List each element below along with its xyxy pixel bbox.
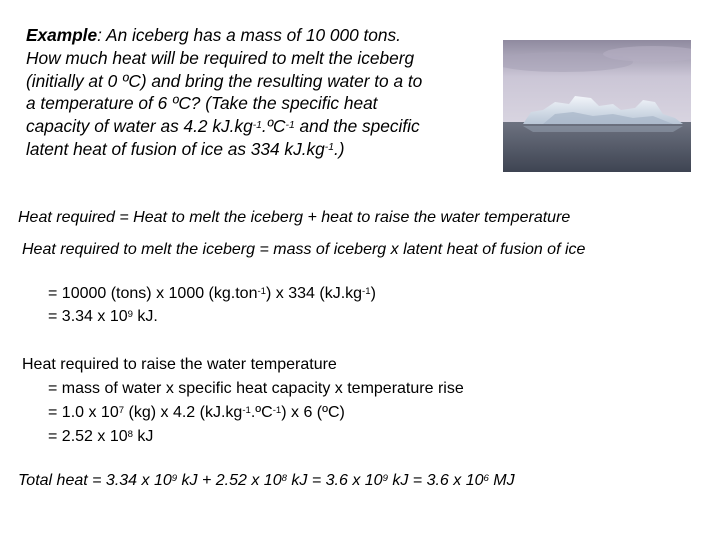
solution-line-raise-result: = 2.52 x $10^8$ kJ bbox=[48, 428, 154, 445]
iceberg-photo bbox=[503, 40, 691, 172]
problem-line-2: How much heat will be required to melt the iceberg bbox=[26, 47, 415, 68]
problem-line-3: (initially at 0 ºC) and bring the resulting water to a to bbox=[26, 70, 423, 91]
solution-line-melt-calc: = 10000 (tons) x 1000 (kg.ton$^{-1}$) x 334 $(kJ.kg^{-1})$ bbox=[48, 285, 376, 302]
problem-line-4: a temperature of 6 ºC? (Take the specific heat bbox=[26, 93, 378, 114]
solution-line-total-heat: Total heat = 3.34 x $10^9$ kJ + 2.52 x $10^8$ kJ = 3.6 x $10^9$ kJ = 3.6 x $10^6$ MJ bbox=[18, 472, 515, 489]
solution-line-melt-result: = 3.34 x $10^9$ kJ. bbox=[48, 308, 158, 325]
problem-line-1: Example: An iceberg has a mass of 10 000 tons. bbox=[26, 25, 401, 45]
example-problem bbox=[26, 24, 496, 161]
example-label: Example bbox=[26, 25, 98, 45]
problem-line-6: latent heat of fusion of ice as 334 $kJ.kg^{-1}$.) bbox=[26, 138, 345, 159]
solution-line-raise-calc: = 1.0 x $10^7$ (kg) x 4.2 $(kJ.kg^{-1}.ºC^{-1})$ x 6 (ºC) bbox=[48, 404, 345, 421]
problem-line-5: capacity of water as 4.2 $kJ.kg^{-1}.ºC^{-1}$ and the specific bbox=[26, 116, 420, 137]
solution-line-melt-heat: Heat required to melt the iceberg = mass of iceberg x latent heat of fusion of ice bbox=[22, 241, 586, 258]
solution-line-raise-formula: = mass of water x specific heat capacity x temperature rise bbox=[48, 380, 464, 397]
solution-line-raise-heading: Heat required to raise the water temperature bbox=[22, 356, 337, 373]
solution-line-heat-required: Heat required = Heat to melt the iceberg + heat to raise the water temperature bbox=[18, 209, 571, 226]
